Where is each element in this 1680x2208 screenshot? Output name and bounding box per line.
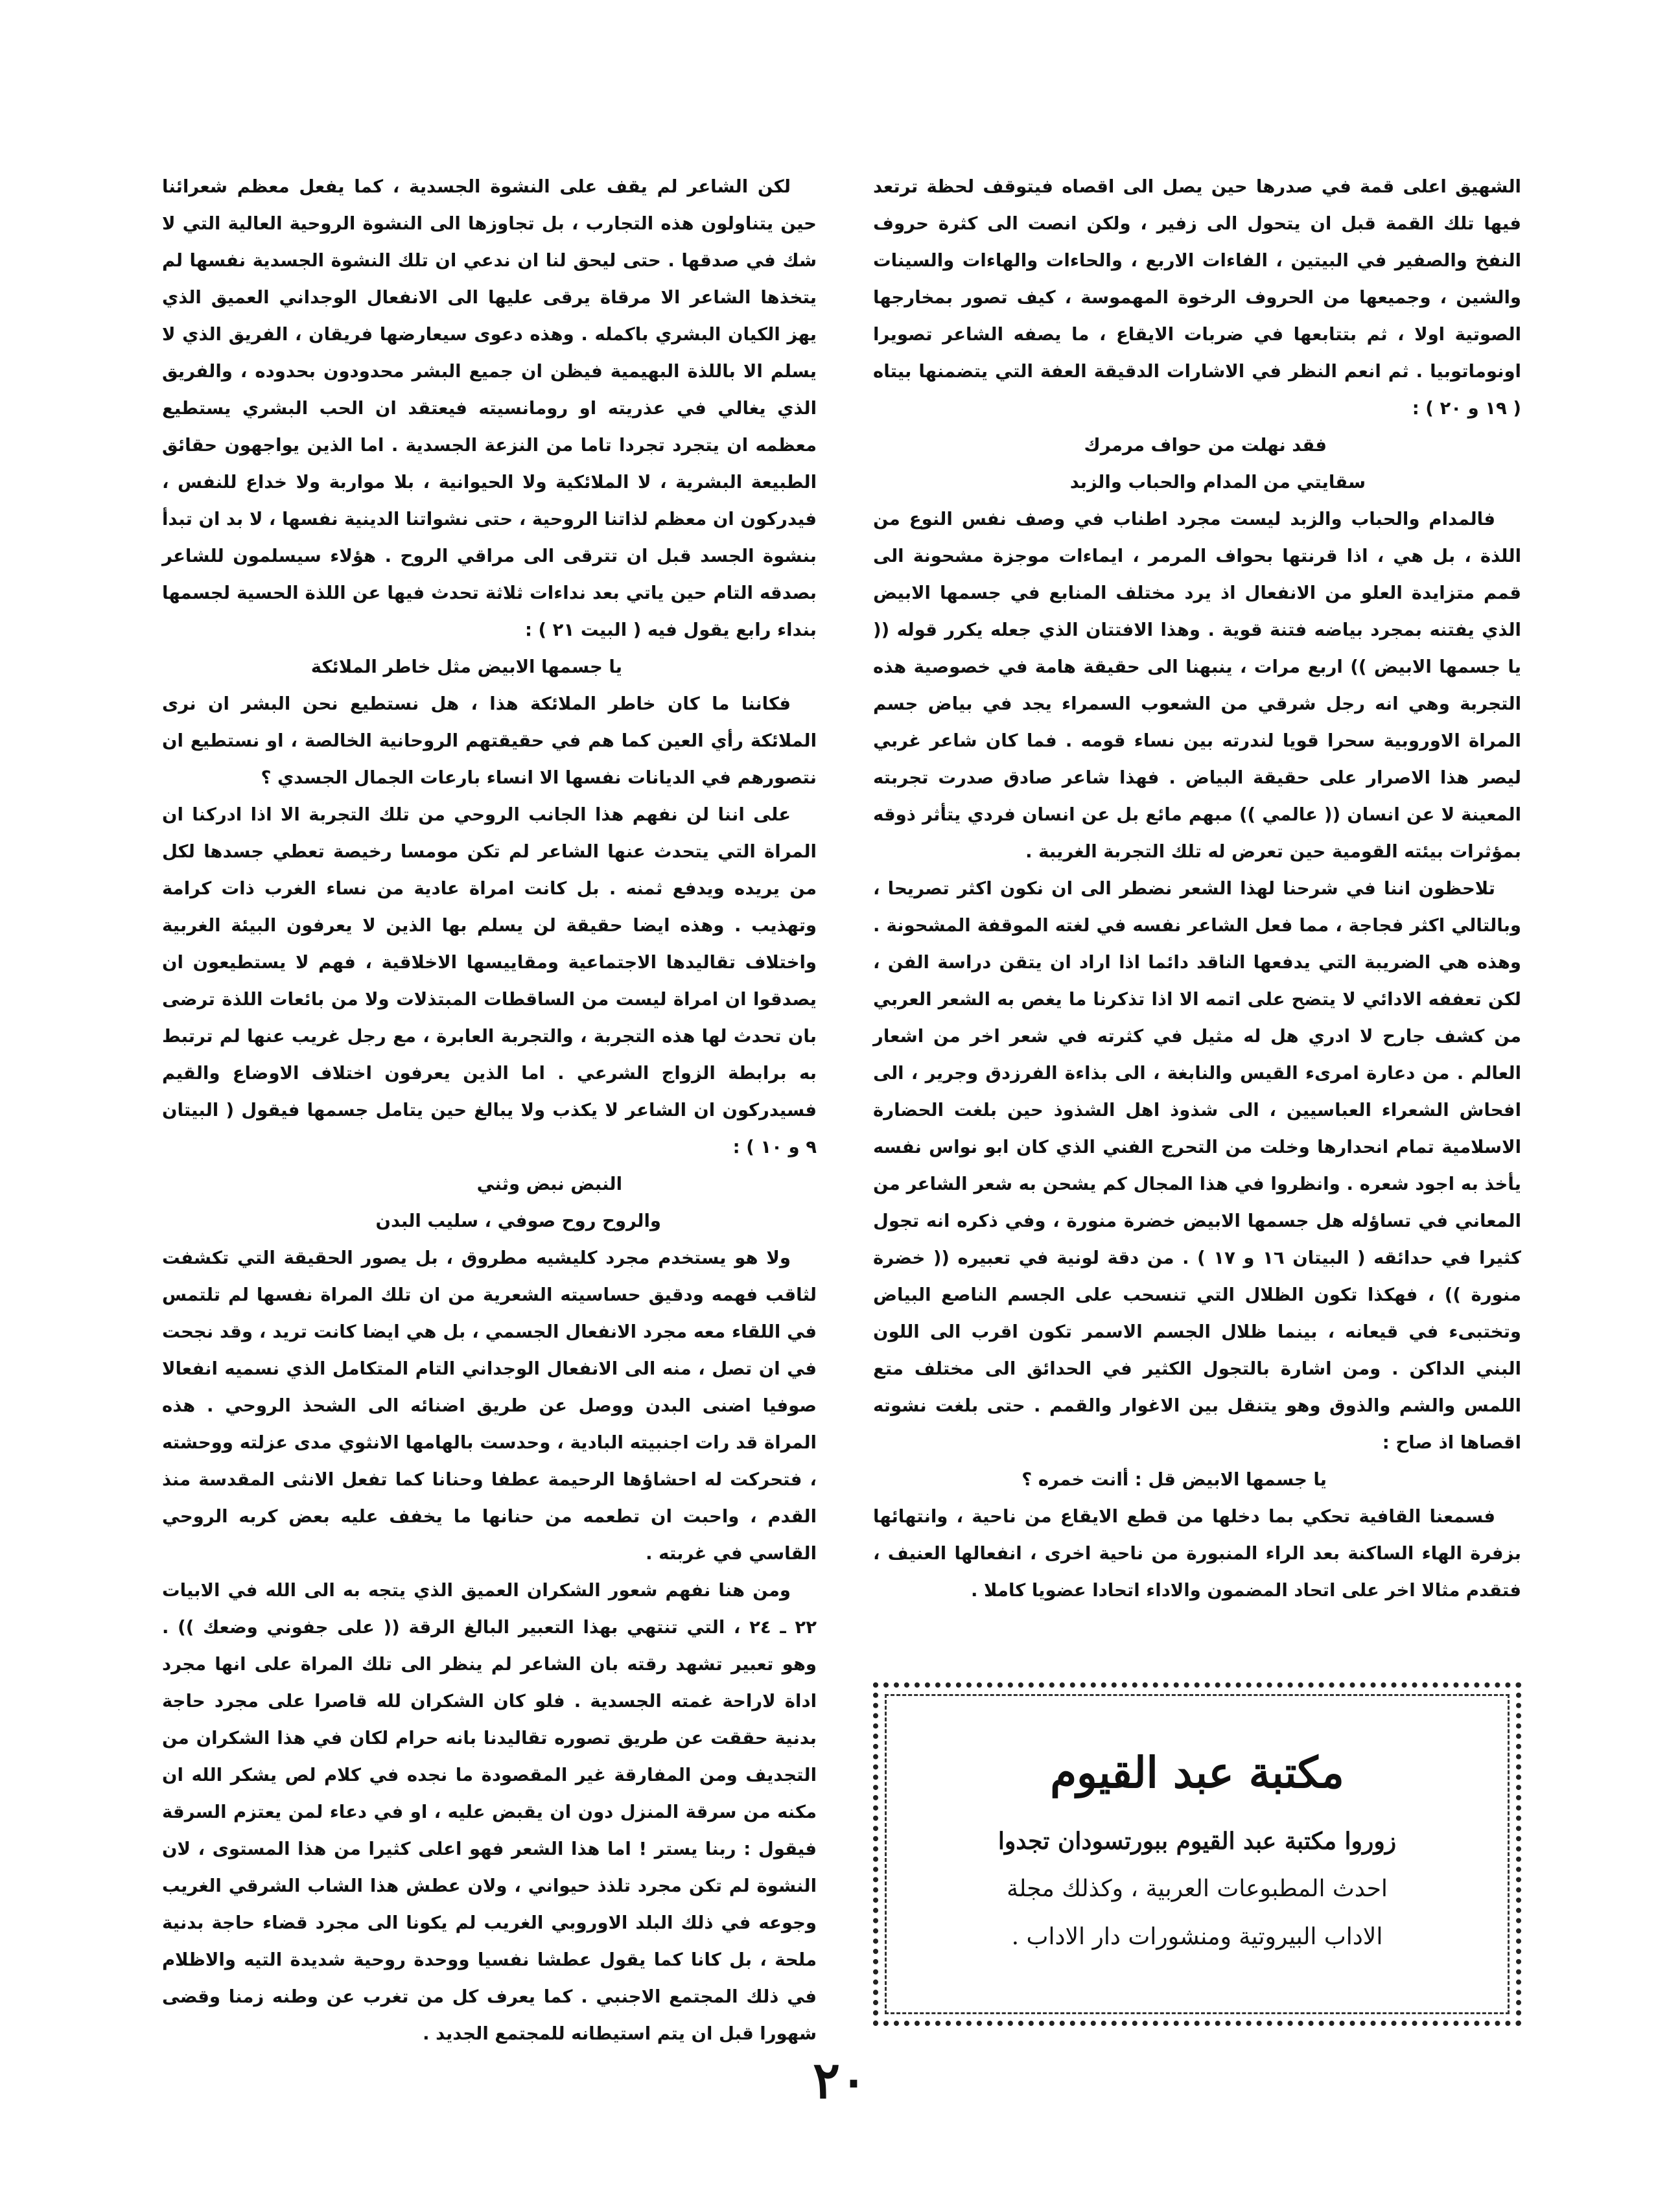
verse-line: فقد نهلت من حواف مرمرك	[1084, 435, 1327, 456]
paragraph: ومن هنا نفهم شعور الشكران العميق الذي يتجه به الى الله في الابيات ٢٢ ـ ٢٤ ، التي تنتهي بهذا التعبير البالغ الرقة (( على جفوني وضعك )) . وهو تعبير تشهد رقته بان الشاعر لم ينظر الى تلك المراة على انها مجرد اداة لاراحة غمته الجسدية . فلو كان الشكران لله قاصرا على مجرد حاجة بدنية حققت عن طريق تصوره تقاليدنا بانه حرام لكان في هذا الشكران من التجديف ومن المفارقة غير المقصودة ما نجده في كلام لص يشكر الله ان مكنه من سرقة المنزل دون ان يقبض عليه ، او في دعاء لمن يعتزم السرقة فيقول : ربنا يستر ! اما هذا الشعر فهو اعلى كثيرا من هذا المستوى ، لان النشوة لم تكن مجرد تلذذ حيواني ، ولان عطش هذا الشاب الشرقي الغريب وجوعه في ذلك البلد الاوروبي الغريب لم يكونا الى مجرد قضاء حاجة بدنية ملحة ، بل كانا كما يقول عطشا نفسيا ووحدة روحية شديدة التيه والاظلام في ذلك المجتمع الاجنبي . كما يعرف كل من تغرب عن وطنه زمنا وقضى شهورا قبل ان يتم استيطانه للمجتمع الجديد .	[162, 1580, 817, 2044]
paragraph: فالمدام والحباب والزبد ليست مجرد اطناب في وصف نفس النوع من اللذة ، بل هي ، اذا قرنتها بحواف المرمر ، ايماءات موجزة مشحونة الى قمم متزايدة العلو من الانفعال اذ يرد مختلف المنابع في جسمها الابيض الذي يفتنه بمجرد بياضه فتنة قوية . وهذا الافتتان الذي جعله يكرر قوله (( يا جسمها الابيض )) اربع مرات ، ينبهنا الى حقيقة هامة في خصوصية هذه التجربة وهي انه رجل شرقي من الشعوب السمراء يجد في بياض جسم المراة الاوروبية سحرا قويا لندرته بين نساء قومه . فما كان شاعر غربي ليصر هذا الاصرار على حقيقة البياض . فهذا شاعر صادق صدرت تجربته المعينة لا عن انسان (( عالمي )) مبهم مائع بل عن انسان فردي يتأثر ذوقه بمؤثرات بيئته القومية حين تعرض له تلك التجربة الغريبة .	[873, 509, 1521, 862]
paragraph: فكاننا ما كان خاطر الملائكة هذا ، هل نستطيع نحن البشر ان نرى الملائكة رأي العين كما هم في حقيقتهم الروحانية الخالصة ، او نستطيع ان نتصورهم في الديانات نفسها الا انساء بارعات الجمال الجسدي ؟	[162, 693, 817, 788]
paragraph: الشهيق اعلى قمة في صدرها حين يصل الى اقصاه فيتوقف لحظة ترتعد فيها تلك القمة قبل ان يتحول الى زفير ، ولكن انصت الى كثرة حروف النفخ والصفير في البيتين ، الفاءات الاربع ، والحاءات والهاءات والسينات والشين ، وجميعها من الحروف الرخوة المهموسة ، كيف تصور بمخارجها الصوتية اولا ، ثم بتتابعها في ضربات الايقاع ، ما يصفه الشاعر تصويرا اونوماتوبيا . ثم انعم النظر في الاشارات الدقيقة العفة التي يتضمنها بيتاه ( ١٩ و ٢٠ ) :	[873, 176, 1521, 419]
advertisement-line: الاداب البيروتية ومنشورات دار الاداب .	[1011, 1923, 1383, 1950]
advertisement-inner-frame	[885, 1694, 1510, 2014]
bookstore-advertisement	[873, 1682, 1521, 2026]
paragraph: فسمعنا القافية تحكي بما دخلها من قطع الايقاع من ناحية ، وانتهائها بزفرة الهاء الساكنة بعد الراء المنبورة من ناحية اخرى ، انفعالها العنيف ، فتقدم مثالا اخر على اتحاد المضمون والاداء اتحادا عضويا كاملا .	[873, 1506, 1521, 1601]
verse-line: والروح روح صوفي ، سليب البدن	[375, 1211, 661, 1231]
advertisement-line: احدث المطبوعات العربية ، وكذلك مجلة	[1007, 1876, 1388, 1902]
paragraph: ولا هو يستخدم مجرد كليشيه مطروق ، بل يصور الحقيقة التي تكشفت لثاقب فهمه ودقيق حساسيته الشعرية من ان تلك المراة نفسها لم تلتمس في اللقاء معه مجرد الانفعال الجسمي ، بل هي ايضا كانت تريد ، وقد نجحت في ان تصل ، منه الى الانفعال الوجداني التام المتكامل الذي نسميه انفعالا صوفيا اضنى البدن ووصل عن طريق اضنائه الى الشحذ الروحي . هذه المراة قد رات اجنبيته البادية ، وحدست بالهامها الانثوي مدى عزلته ووحشته ، فتحركت له احشاؤها الرحيمة عطفا وحنانا كما تفعل الانثى المقدسة منذ القدم ، واحبت ان تطعمه من حنانها ما يخفف عليه بعض كربه الروحي القاسي في غربته .	[162, 1248, 817, 1564]
verse-line: يا جسمها الابيض مثل خاطر الملائكة	[310, 657, 622, 677]
page-number: ٢٠	[813, 2051, 867, 2110]
paragraph: على اننا لن نفهم هذا الجانب الروحي من تلك التجربة الا اذا ادركنا ان المراة التي يتحدث عنها الشاعر لم تكن مومسا رخيصة تعطي جسدها لكل من يريده ويدفع ثمنه . بل كانت امراة عادية من نساء الغرب ذات كرامة وتهذيب . وهذه ايضا حقيقة لن يسلم بها الذين لا يعرفون البيئة الغربية واختلاف تقاليدها الاجتماعية ومقاييسها الاخلاقية ، فهم لا يستطيعون ان يصدقوا ان امراة ليست من الساقطات المبتذلات ولا من بائعات اللذة ترضى بان تحدث لها هذه التجربة ، والتجربة العابرة ، مع رجل غريب عنها لم ترتبط به برابطة الزواج الشرعي . اما الذين يعرفون اختلاف الاوضاع والقيم فسيدركون ان الشاعر لا يكذب ولا يبالغ حين يتامل جسمها فيقول ( البيتان ٩ و ١٠ ) :	[162, 804, 817, 1157]
article-column-left	[162, 169, 817, 2052]
advertisement-line: زوروا مكتبة عبد القيوم ببورتسودان تجدوا	[998, 1828, 1397, 1855]
paragraph: تلاحظون اننا في شرحنا لهذا الشعر نضطر الى ان نكون اكثر تصريحا ، وبالتالي اكثر فجاجة ، مما فعل الشاعر نفسه في لغته الموقفة المشحونة . وهذه هي الضريبة التي يدفعها الناقد دائما اذا اراد ان يتقن دراسة الفن ، لكن تعففه الادائي لا يتضح على اتمه الا اذا تذكرنا ما يغص به الشعر العربي من كشف جارح لا ادري هل له مثيل في كثرته في شعر اخر من اشعار العالم . من دعارة امرىء القيس والنابغة ، الى بذاءة الفرزدق وجرير ، الى افحاش الشعراء العباسيين ، الى شذوذ اهل الشذوذ حين بلغت الحضارة الاسلامية تمام انحدارها وخلت من التحرج الفني الذي كان ابو نواس نفسه يأخذ به اجود شعره . وانظروا في هذا المجال كم يشحن به شعر الشاعر من المعاني في تساؤله هل جسمها الابيض خضرة منورة ، وفي ذكره انه تجول كثيرا في حدائقه ( البيتان ١٦ و ١٧ ) . من دقة لونية في تعبيره (( خضرة منورة )) ، فهكذا تكون الظلال التي تنسحب على الجسم الناصع البياض وتختبىء في قيعانه ، بينما ظلال الجسم الاسمر تكون اقرب الى اللون البني الداكن . ومن اشارة بالتجول الكثير في الحدائق الى مختلف متع اللمس والشم والذوق وهو يتنقل بين الاغوار والقمم . حتى بلغت نشوته اقصاها اذ صاح :	[873, 878, 1521, 1453]
article-column-right	[873, 169, 1521, 1609]
verse-line: النبض نبض وثني	[476, 1174, 622, 1194]
paragraph: لكن الشاعر لم يقف على النشوة الجسدية ، كما يفعل معظم شعرائنا حين يتناولون هذه التجارب ، بل تجاوزها الى النشوة الروحية العالية التي لا شك في صدقها . حتى ليحق لنا ان ندعي ان تلك النشوة الجسدية نفسها لم يتخذها الشاعر الا مرقاة يرقى عليها الى الانفعال الوجداني العميق الذي يهز الكيان البشري باكمله . وهذه دعوى سيعارضها فريقان ، الفريق الذي لا يسلم الا باللذة البهيمية فيظن ان جميع البشر محدودون بحدوده ، والفريق الذي يغالي في عذريته او رومانسيته فيعتقد ان الحب البشري يستطيع معظمه ان يتجرد تجردا تاما من النزعة الجسدية . اما الذين يواجهون حقائق الطبيعة البشرية ، لا الملائكية ولا الحيوانية ، بلا مواربة ولا خداع للنفس ، فيدركون ان معظم لذاتنا الروحية ، حتى نشواتنا الدينية نفسها ، لا بد ان تبدأ بنشوة الجسد قبل ان تترقى الى مراقي الروح . هؤلاء سيسلمون للشاعر بصدقه التام حين ياتي بعد نداءات ثلاثة تحدث فيها عن اللذة الحسية لجسمها بنداء رابع يقول فيه ( البيت ٢١ ) :	[162, 176, 817, 640]
verse-line: يا جسمها الابيض قل : أانت خمره ؟	[1021, 1469, 1327, 1490]
advertisement-title: مكتبة عبد القيوم	[1050, 1747, 1344, 1798]
verse-line: سقايتي من المدام والحباب والزبد	[1069, 472, 1366, 493]
